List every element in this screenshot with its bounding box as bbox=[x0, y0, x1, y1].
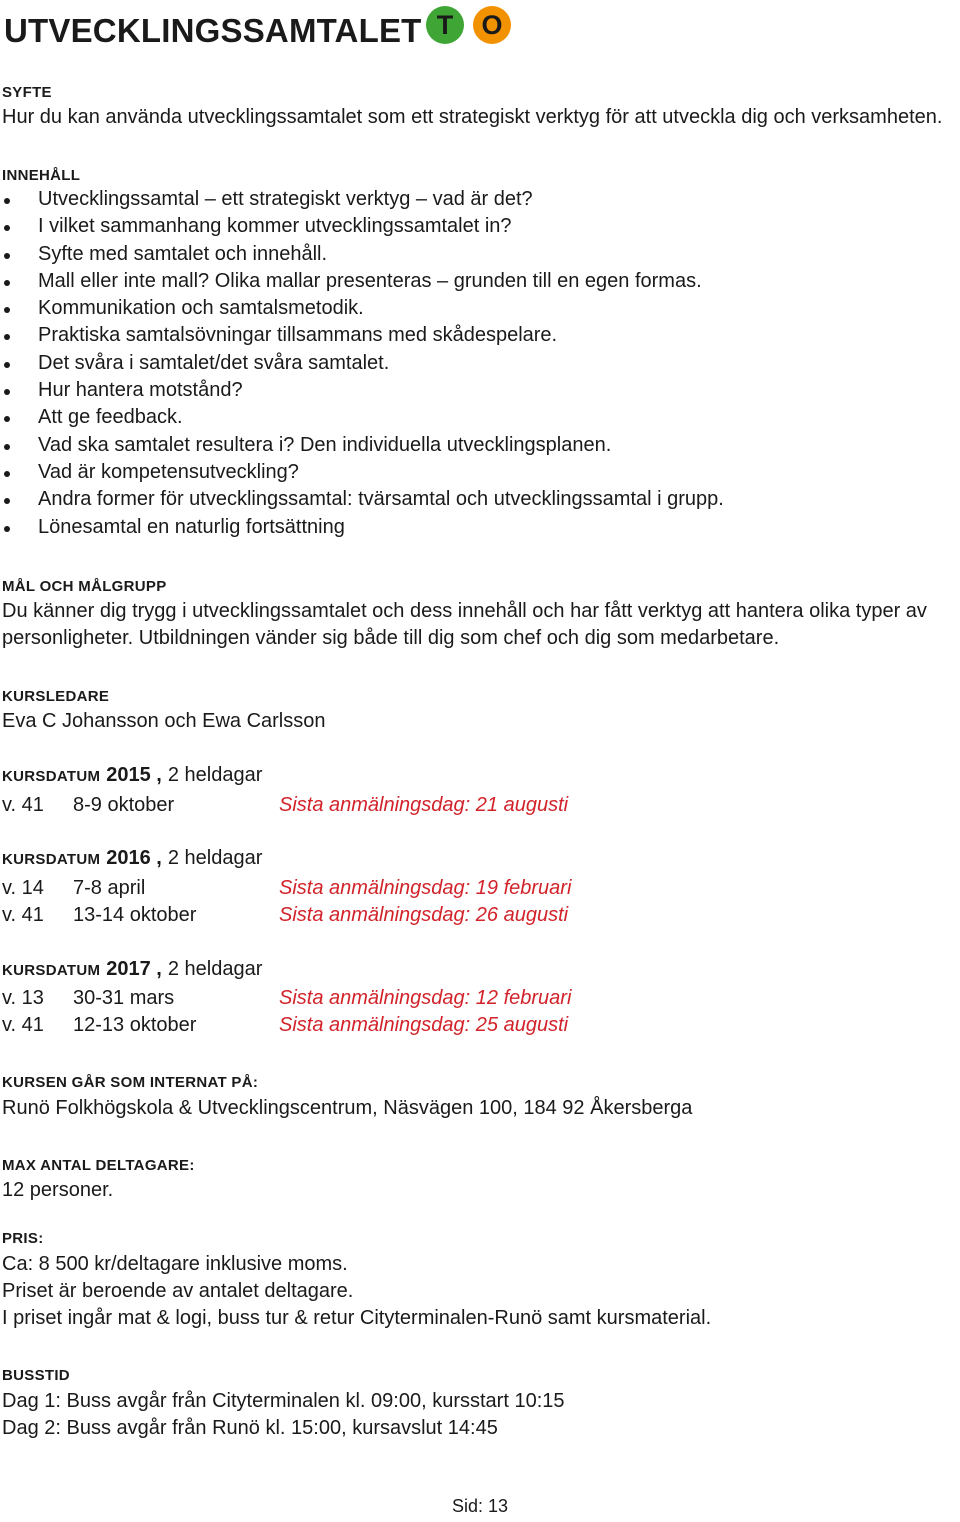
list-item: Vad ska samtalet resultera i? Den individuella utvecklingsplanen. bbox=[4, 432, 724, 459]
plats-text: Runö Folkhögskola & Utvecklingscentrum, Näsvägen 100, 184 92 Åkersberga bbox=[2, 1097, 693, 1119]
bullet-icon bbox=[4, 444, 10, 450]
mal-heading: MÅL OCH MÅLGRUPP bbox=[2, 578, 167, 595]
mal-line-2: personligheter. Utbildningen vänder sig både till dig som chef och dig som medarbetare. bbox=[2, 627, 780, 649]
pris-heading: PRIS: bbox=[2, 1230, 44, 1247]
title-row bbox=[4, 6, 422, 56]
kursdatum-year: 2016 , bbox=[106, 847, 162, 869]
bullet-icon bbox=[4, 280, 10, 286]
week: v. 41 bbox=[2, 794, 44, 816]
bullet-icon bbox=[4, 389, 10, 395]
list-item: Det svåra i samtalet/det svåra samtalet. bbox=[4, 350, 724, 377]
date: 12-13 oktober bbox=[73, 1014, 197, 1036]
list-item: Lönesamtal en naturlig fortsättning bbox=[4, 514, 724, 541]
kursdatum-2016-heading bbox=[2, 847, 262, 870]
bullet-icon bbox=[4, 334, 10, 340]
bullet-icon bbox=[4, 498, 10, 504]
date: 8-9 oktober bbox=[73, 794, 175, 816]
mal-line-1: Du känner dig trygg i utvecklingssamtalet och dess innehåll och har fått verktyg att hantera olika typer av bbox=[2, 600, 927, 622]
kursdatum-2015-heading bbox=[2, 764, 262, 787]
date-row bbox=[2, 985, 571, 1012]
list-item: Mall eller inte mall? Olika mallar presenteras – grunden till en egen formas. bbox=[4, 268, 724, 295]
list-item: Kommunikation och samtalsmetodik. bbox=[4, 295, 724, 322]
syfte-section bbox=[2, 84, 52, 101]
list-item: I vilket sammanhang kommer utvecklingssamtalet in? bbox=[4, 213, 724, 240]
badge-o: O bbox=[473, 6, 511, 44]
innehall-list bbox=[4, 186, 724, 541]
busstid-line-2: Dag 2: Buss avgår från Runö kl. 15:00, kursavslut 14:45 bbox=[2, 1417, 498, 1439]
pris-line-2: Priset är beroende av antalet deltagare. bbox=[2, 1280, 354, 1302]
deadline: Sista anmälningsdag: 12 februari bbox=[279, 987, 572, 1009]
kursdatum-2017-heading bbox=[2, 958, 262, 981]
date: 13-14 oktober bbox=[73, 904, 197, 926]
syfte-heading: SYFTE bbox=[2, 84, 52, 101]
pris-line-1: Ca: 8 500 kr/deltagare inklusive moms. bbox=[2, 1253, 348, 1275]
syfte-text: Hur du kan använda utvecklingssamtalet som ett strategiskt verktyg för att utveckla dig och verksamheten. bbox=[2, 106, 943, 128]
kursdatum-year: 2017 , bbox=[106, 958, 162, 980]
date-row bbox=[2, 792, 568, 819]
page-number: Sid: 13 bbox=[451, 1496, 509, 1516]
busstid-heading: BUSSTID bbox=[2, 1367, 70, 1384]
bullet-icon bbox=[4, 198, 10, 204]
kursdatum-label: KURSDATUM bbox=[2, 962, 101, 979]
date-row bbox=[2, 1012, 568, 1039]
list-item: Vad är kompetensutveckling? bbox=[4, 459, 724, 486]
list-item: Hur hantera motstånd? bbox=[4, 377, 724, 404]
max-text: 12 personer. bbox=[2, 1179, 114, 1201]
deadline: Sista anmälningsdag: 19 februari bbox=[279, 877, 572, 899]
week: v. 14 bbox=[2, 877, 44, 899]
deadline: Sista anmälningsdag: 26 augusti bbox=[279, 904, 569, 926]
bullet-icon bbox=[4, 416, 10, 422]
bullet-icon bbox=[4, 225, 10, 231]
pris-line-3: I priset ingår mat & logi, buss tur & retur Cityterminalen-Runö samt kursmaterial. bbox=[2, 1307, 712, 1329]
week: v. 41 bbox=[2, 904, 44, 926]
bullet-icon bbox=[4, 526, 10, 532]
plats-heading: KURSEN GÅR SOM INTERNAT PÅ: bbox=[2, 1074, 259, 1091]
badge-t: T bbox=[426, 6, 464, 44]
kursledare-heading: KURSLEDARE bbox=[2, 688, 110, 705]
kursdatum-days: 2 heldagar bbox=[167, 847, 263, 869]
max-heading: MAX ANTAL DELTAGARE: bbox=[2, 1157, 195, 1174]
list-item: Andra former för utvecklingssamtal: tvärsamtal och utvecklingssamtal i grupp. bbox=[4, 486, 724, 513]
date: 7-8 april bbox=[73, 877, 146, 899]
list-item: Praktiska samtalsövningar tillsammans med skådespelare. bbox=[4, 322, 724, 349]
bullet-icon bbox=[4, 471, 10, 477]
kursdatum-days: 2 heldagar bbox=[167, 958, 263, 980]
kursdatum-year: 2015 , bbox=[106, 764, 162, 786]
bullet-icon bbox=[4, 307, 10, 313]
list-item: Att ge feedback. bbox=[4, 404, 724, 431]
kursdatum-label: KURSDATUM bbox=[2, 768, 101, 785]
list-item: Syfte med samtalet och innehåll. bbox=[4, 241, 724, 268]
deadline: Sista anmälningsdag: 25 augusti bbox=[279, 1014, 569, 1036]
kursdatum-days: 2 heldagar bbox=[167, 764, 263, 786]
innehall-heading: INNEHÅLL bbox=[2, 167, 81, 184]
kursdatum-label: KURSDATUM bbox=[2, 851, 101, 868]
busstid-line-1: Dag 1: Buss avgår från Cityterminalen kl. 09:00, kursstart 10:15 bbox=[2, 1390, 565, 1412]
bullet-icon bbox=[4, 253, 10, 259]
week: v. 13 bbox=[2, 987, 44, 1009]
date: 30-31 mars bbox=[73, 987, 175, 1009]
kursledare-text: Eva C Johansson och Ewa Carlsson bbox=[2, 710, 326, 732]
deadline: Sista anmälningsdag: 21 augusti bbox=[279, 794, 569, 816]
list-item: Utvecklingssamtal – ett strategiskt verktyg – vad är det? bbox=[4, 186, 724, 213]
page-title: UTVECKLINGSSAMTALET bbox=[4, 12, 422, 49]
week: v. 41 bbox=[2, 1014, 44, 1036]
date-row bbox=[2, 902, 568, 929]
date-row bbox=[2, 875, 571, 902]
bullet-icon bbox=[4, 362, 10, 368]
